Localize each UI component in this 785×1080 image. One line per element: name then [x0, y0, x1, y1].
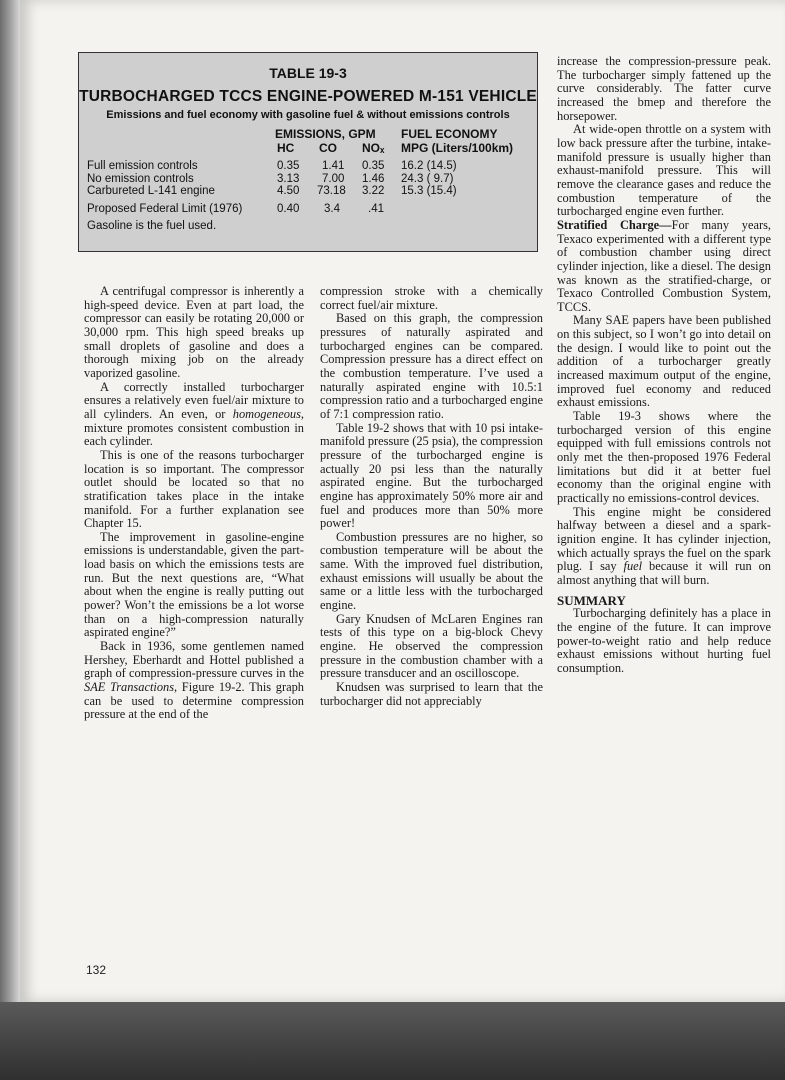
paragraph: At wide-open throttle on a system with low back pressure after the turbine, intake-manifold pressure is usually higher than exhaust-manifold pressure. This will remove the clearance gases and reduce the combustion temperature of the turbocharged engine even further.	[557, 122, 771, 219]
text-column-2	[320, 285, 543, 708]
row-label: No emission controls	[87, 173, 194, 185]
paragraph: compression stroke with a chemically correct fuel/air mixture.	[320, 284, 543, 312]
page-number: 132	[86, 963, 107, 977]
paragraph: This engine might be considered halfway between a diesel and a spark-ignition engine. It has cylinder injection, which actually sprays the fuel on the spark plug. I say fuel because it will run on almost anything that will burn.	[557, 504, 771, 587]
cell-mpg: 16.2 (14.5)	[401, 160, 457, 172]
paragraph: Combustion pressures are no higher, so combustion temperature will be about the same. With the improved fuel distribution, exhaust emissions will usually be about the same or a little less with the turbocharged engine.	[320, 529, 543, 613]
table-subtitle: Emissions and fuel economy with gasoline fuel & without emissions controls	[106, 109, 510, 121]
paragraph: increase the compression-pressure peak. The turbocharger simply fattened up the curve considerably. The fatter curve increased the bmep and therefore the horsepower.	[557, 54, 771, 123]
table-caption: TABLE 19-3	[269, 65, 347, 81]
summary-heading: SUMMARY	[557, 592, 626, 608]
paragraph: Knudsen was surprised to learn that the turbocharger did not appreciably	[320, 680, 543, 708]
cell-hc: 0.35	[277, 160, 300, 172]
table-note: Gasoline is the fuel used.	[87, 220, 217, 232]
text-column-3	[557, 55, 771, 676]
paragraph: Gary Knudsen of McLaren Engines ran tests of this type on a big-block Chevy engine. He observed the compression pressure in the combustion chamber with a pressure transducer and an oscilloscope.	[320, 611, 543, 681]
cell-co: 1.41	[322, 160, 345, 172]
header-hc: HC	[277, 141, 295, 155]
cell-mpg: 15.3 (15.4)	[401, 185, 457, 197]
cell-hc: 4.50	[277, 185, 300, 197]
cell-nox: 0.35	[362, 160, 385, 172]
cell-hc: 3.13	[277, 173, 300, 185]
cell-mpg: 24.3 ( 9.7)	[401, 173, 454, 185]
table-19-3	[78, 52, 538, 252]
paragraph: This is one of the reasons turbocharger location is so important. The compressor outlet should be located so that no stratification takes place in the intake manifold. For a further explanation see Chapter 15.	[84, 447, 304, 531]
cell-co: 7.00	[322, 173, 345, 185]
paragraph: A correctly installed turbocharger ensures a relatively even fuel/air mixture to all cylinders. An even, or homogeneous, mixture promotes consistent combustion in each cylinder.	[84, 379, 304, 449]
table-title: TURBOCHARGED TCCS ENGINE-POWERED M-151 VEHICLE	[79, 88, 537, 105]
paragraph: Table 19-3 shows where the turbocharged version of this engine equipped with full emissions controls not only met the then-proposed 1976 Federal limitations but did it at better fuel economy than the original engine with practically no emissions-control devices.	[557, 409, 771, 505]
book-binding	[0, 0, 20, 1002]
paragraph: Stratified Charge—For many years, Texaco experimented with a different type of combustion chamber using direct cylinder injection, like a diesel. The design was known as the stratified-charge, or Texaco Controlled Combustion System, TCCS.	[557, 217, 771, 314]
paragraph: Table 19-2 shows that with 10 psi intake-manifold pressure (25 psia), the compression pressure of the turbocharged engine is actually 20 psi less than the naturally aspirated engine. But the turbocharged engine has approximately 50% more air and fuel and produces more than 50% more power!	[320, 420, 543, 531]
cell-co: 3.4	[324, 203, 340, 215]
cell-nox: .41	[368, 203, 384, 215]
background-surface	[0, 1002, 785, 1080]
row-label: Carbureted L-141 engine	[87, 185, 215, 197]
header-emissions: EMISSIONS, GPM	[275, 127, 376, 141]
cell-nox: 3.22	[362, 185, 385, 197]
header-mpg: MPG (Liters/100km)	[401, 141, 514, 155]
paragraph: The improvement in gasoline-engine emissions is understandable, given the part-load basis on which the emissions tests are run. But the next questions are, “What about when the engine is really putting out power? Won’t the emissions be a lot worse than on a high-compression naturally aspirated engine?”	[84, 529, 304, 640]
cell-co: 73.18	[317, 185, 346, 197]
header-co: CO	[319, 141, 337, 155]
paragraph: Based on this graph, the compression pressures of naturally aspirated and turbocharged engines can be compared. Compression pressure has a direct effect on the combustion temperature. I’ve used a naturally aspirated engine with 10.5:1 compression ratio and a turbocharged engine of 7:1 compression ratio.	[320, 311, 543, 421]
text-column-1	[84, 285, 304, 722]
cell-hc: 0.40	[277, 203, 300, 215]
header-fuel-economy: FUEL ECONOMY	[401, 127, 498, 141]
paragraph: Many SAE papers have been published on this subject, so I won’t go into detail on the design. I would like to point out the addition of a turbocharger greatly increased maximum output of the engine, improved fuel economy and reduced exhaust emissions.	[557, 313, 771, 410]
cell-nox: 1.46	[362, 173, 385, 185]
row-label: Full emission controls	[87, 160, 198, 172]
paragraph: A centrifugal compressor is inherently a high-speed device. Even at part load, the compressor can easily be rotating 20,000 or 30,000 rpm. This high speed breaks up small droplets of gasoline and does a thorough mixing job on the already vaporized gasoline.	[84, 284, 304, 380]
header-nox: NOₓ	[362, 141, 385, 155]
paragraph: Back in 1936, some gentlemen named Hershey, Eberhardt and Hottel published a graph of compression-pressure curves in the SAE Transactions, Figure 19-2. This graph can be used to determine compression pressure at the end of the	[84, 639, 304, 722]
row-label: Proposed Federal Limit (1976)	[87, 203, 243, 215]
paragraph: Turbocharging definitely has a place in the engine of the future. It can improve power-to-weight ratio and help reduce exhaust emissions without hurting fuel consumption.	[557, 606, 771, 675]
subheading: Stratified Charge—	[557, 217, 672, 232]
